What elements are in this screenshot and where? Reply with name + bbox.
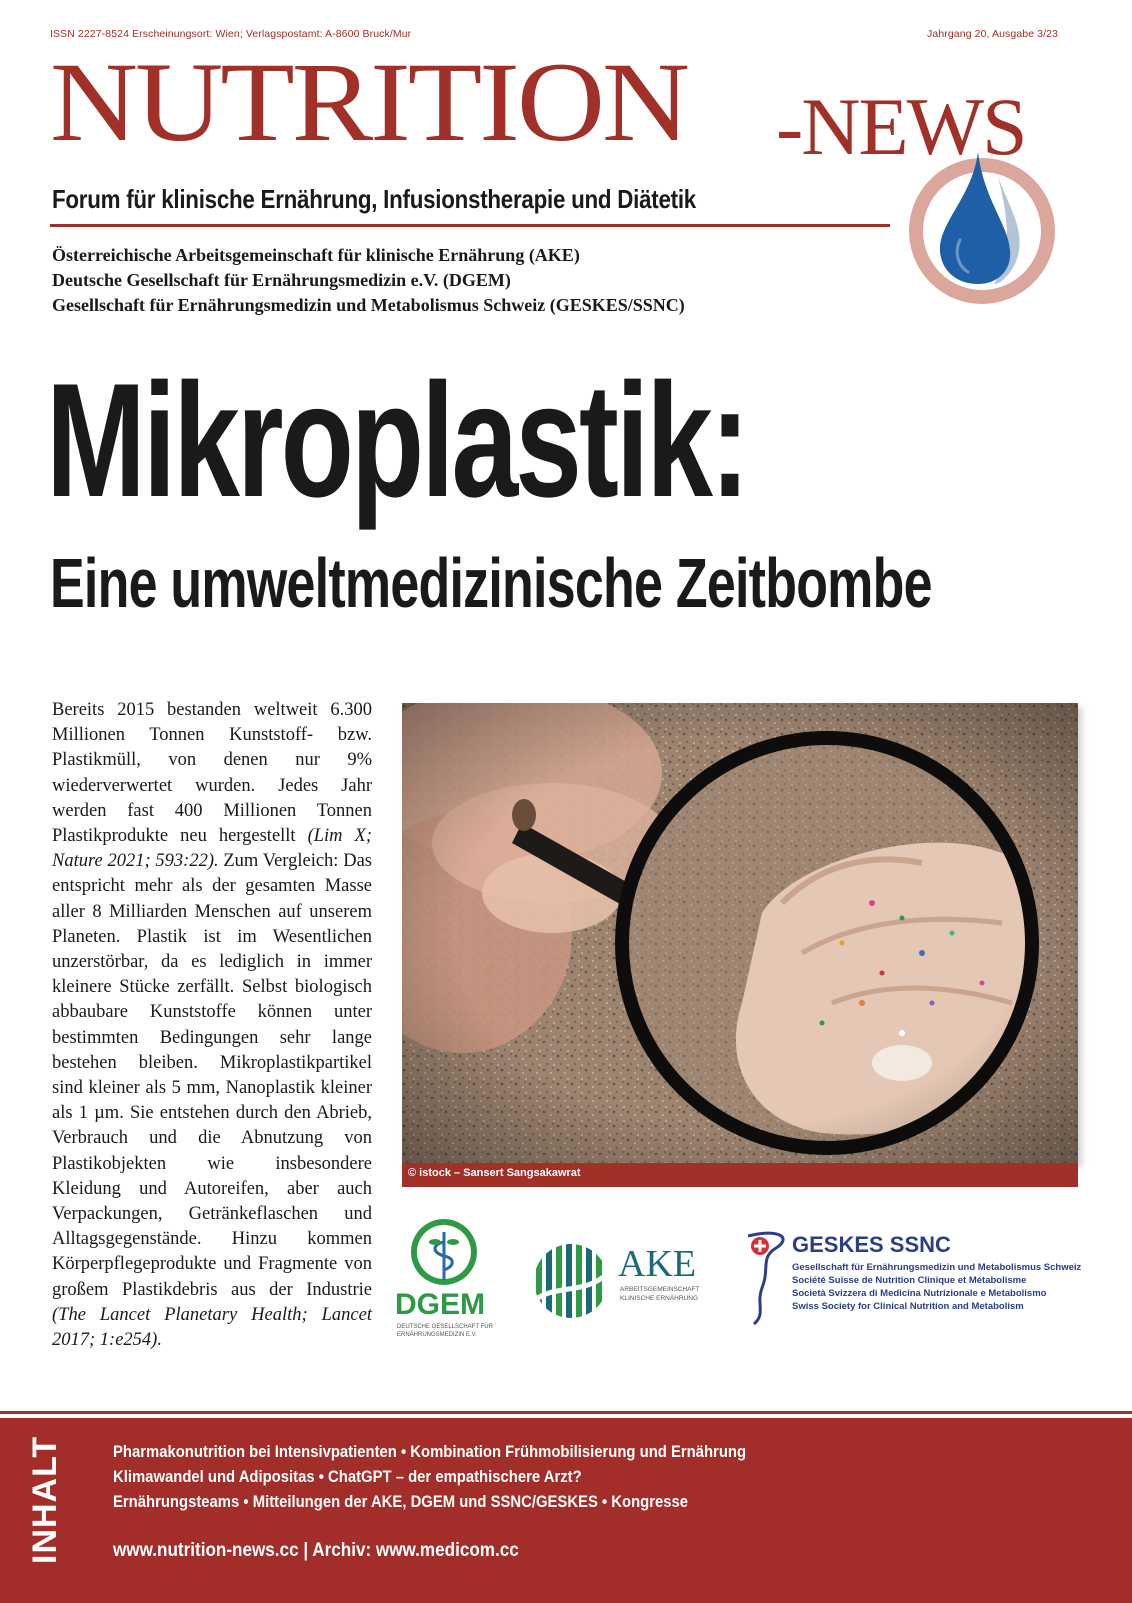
geskes-logo-line-fr: Société Suisse de Nutrition Clinique et Métabolisme — [792, 1275, 1027, 1286]
geskes-logo-line-it: Società Svizzera di Medicina Nutrizionale e Metabolismo — [792, 1288, 1047, 1299]
dgem-logo-name: DGEM — [395, 1288, 485, 1321]
dgem-emblem-icon — [409, 1218, 479, 1290]
brand-suffix: -NEWS — [776, 81, 1026, 172]
main-headline: Mikroplastik: — [46, 350, 747, 531]
dgem-logo — [395, 1218, 505, 1338]
ake-logo-line1: ARBEITSGEMEINSCHAFT — [620, 1286, 700, 1293]
geskes-logo-name: GESKES SSNC — [792, 1232, 951, 1257]
header-divider — [50, 224, 890, 227]
article-body — [52, 698, 372, 1353]
toc-line-3: Ernährungsteams • Mitteilungen der AKE, DGEM und SSNC/GESKES • Kongresse — [113, 1493, 689, 1511]
ake-logo — [532, 1242, 712, 1322]
contents-label: INHALT — [26, 1435, 64, 1564]
brand-title: NUTRITION — [50, 39, 688, 166]
geskes-logo — [740, 1228, 1100, 1328]
society-geskes: Gesellschaft für Ernährungsmedizin und Metabolismus Schweiz (GESKES/SSNC) — [52, 295, 685, 315]
magnifier-hand-illustration — [402, 703, 1078, 1163]
issue-line: Jahrgang 20, Ausgabe 3/23 — [927, 28, 1058, 40]
toc-line-1: Pharmakonutrition bei Intensivpatienten • Kombination Frühmobilisierung und Ernährung — [113, 1443, 747, 1461]
ake-emblem-icon — [532, 1242, 610, 1320]
geskes-logo-line-de: Gesellschaft für Ernährungsmedizin und Metabolismus Schweiz — [792, 1262, 1082, 1273]
toc-line-2: Klimawandel und Adipositas • ChatGPT – der empathischere Arzt? — [113, 1468, 582, 1486]
journal-subtitle: Forum für klinische Ernährung, Infusionstherapie und Diätetik — [52, 184, 696, 214]
drop-logo-icon — [902, 148, 1062, 308]
society-ake: Österreichische Arbeitsgemeinschaft für klinische Ernährung (AKE) — [52, 245, 580, 265]
issn-line: ISSN 2227-8524 Erscheinungsort: Wien; Verlagspostamt: A-8600 Bruck/Mur — [50, 28, 412, 40]
footer-website-links[interactable]: www.nutrition-news.cc | Archiv: www.medicom.cc — [113, 1540, 519, 1561]
geskes-logo-line-en: Swiss Society for Clinical Nutrition and Metabolism — [792, 1301, 1024, 1312]
sub-headline: Eine umweltmedizinische Zeitbombe — [50, 544, 932, 622]
cover-photo — [402, 703, 1078, 1163]
geskes-emblem-icon — [740, 1228, 792, 1328]
footer-divider — [0, 1411, 1132, 1414]
society-dgem: Deutsche Gesellschaft für Ernährungsmedizin e.V. (DGEM) — [52, 270, 511, 290]
ake-logo-line2: KLINISCHE ERNÄHRUNG — [620, 1295, 699, 1302]
ake-logo-name: AKE — [618, 1243, 697, 1285]
dgem-logo-line2: ERNÄHRUNGSMEDIZIN E.V. — [397, 1332, 477, 1338]
photo-credit: © istock – Sansert Sangsakawrat — [408, 1167, 581, 1179]
dgem-logo-line1: DEUTSCHE GESELLSCHAFT FÜR — [397, 1324, 493, 1330]
article-ref-2: (The Lancet Planetary Health; Lancet 2017; 1:e254). — [52, 1304, 372, 1351]
article-text-1: Bereits 2015 bestanden weltweit 6.300 Millionen Tonnen Kunststoff- bzw. Plastikmüll, von denen nur 9% wiederverwertet wurden. Jedes Jahr werden fast 400 Millionen Tonnen Plastikprodukte neu hergestellt — [52, 700, 372, 847]
article-text-2: Zum Vergleich: Das entspricht mehr als der gesamten Masse aller 8 Milliarden Menschen auf unserem Planeten. Plastik ist im Wesentlichen unzerstörbar, da es lediglich in immer kleinere Stücke zerfällt. Selbst biologisch abbaubare Kunststoffe können unter bestimmten Bedingungen sehr lange bestehen bleiben. Mikroplastikpartikel sind kleiner als 5 mm, Nanoplastik kleiner als 1 µm. Sie entstehen durch den Abrieb, Verbrauch und die Abnutzung von Plastikobjekten wie insbesondere Kleidung und Autoreifen, aber auch Verpackungen, Getränkeflaschen und Alltagsgegenstände. Hinzu kommen Körperpflegeprodukte und Fragmente von großem Plastikdebris aus der Industrie — [52, 851, 372, 1300]
article-ref-1: (Lim X; Nature 2021; 593:22). — [52, 826, 372, 872]
